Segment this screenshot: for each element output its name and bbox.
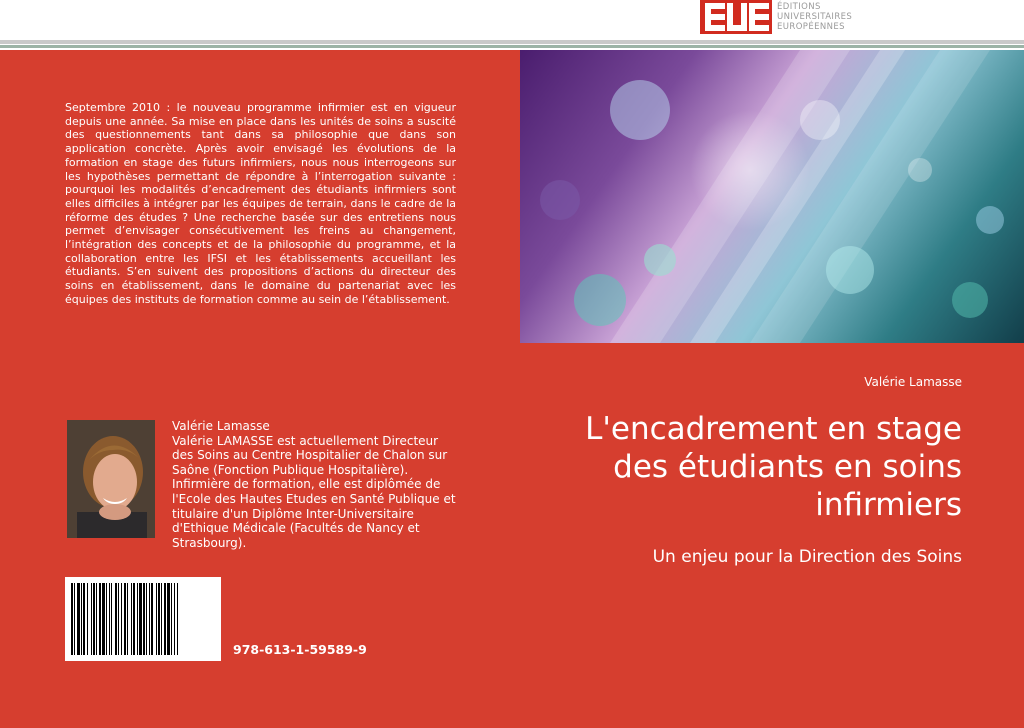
publisher-header [0,0,1024,50]
publisher-name [777,2,852,32]
bio-text: Valérie LAMASSE est actuellement Directeur des Soins au Centre Hospitalier de Chalon sur Saône (Fonction Publique Hospitalière). Infirmière de formation, elle est diplômée de l'Ecole des Hautes Etudes en Santé Publique et titulaire d'un Diplôme Inter-Universitaire d'Ethique Médicale (Facultés de Nancy et Strasbourg). [172,433,456,550]
publisher-line3: EUROPÉENNES [777,22,845,32]
barcode-bars [65,577,221,661]
publisher-line1: ÉDITIONS [777,2,821,12]
isbn-barcode [65,577,221,661]
author-portrait-image [67,420,155,538]
publisher-line2: UNIVERSITAIRES [777,12,853,22]
logo-letter-e [705,3,725,31]
book-title: L'encadrement en stage des étudiants en soins infirmiers [585,411,962,523]
author-bio [172,419,457,550]
abstract-light-art [520,50,1024,343]
logo-letter-e2 [749,3,769,31]
header-divider-accent [0,45,1024,48]
publisher-logo [700,0,772,34]
author-photo [67,420,155,538]
header-divider [0,40,1024,44]
book-subtitle: Un enjeu pour la Direction des Soins [652,547,962,567]
back-cover-summary: Septembre 2010 : le nouveau programme infirmier est en vigueur depuis une année. Sa mise en place dans les unités de soins a suscité des questionnements tant dans sa philosophie que dans son application concrète. Après avoir envisagé les évolutions de la formation en stage des futurs infirmiers, nous nous interrogeons sur les hypothèses permettant de répondre à l’interrogation suivante : pourquoi les modalités d’encadrement des étudiants infirmiers sont elles difficiles à intégrer par les équipes de terrain, dans le cadre de la réforme des études ? Une recherche basée sur des entretiens nous permet d’envisager consécutivement les freins au changement, l’intégration des concepts et de la philosophie du programme, et la collaboration entre les IFSI et les établissements accueillant les étudiants. S’en suivent des propositions d’actions du directeur des soins en établissement, dans le domaine du partenariat avec les équipes des instituts de formation comme au sein de l’établissement. [65,101,456,306]
isbn-number: 978-613-1-59589-9 [233,642,367,657]
front-cover-author: Valérie Lamasse [864,375,962,389]
cover-art-image [520,50,1024,343]
bio-author-name: Valérie Lamasse [172,419,270,433]
